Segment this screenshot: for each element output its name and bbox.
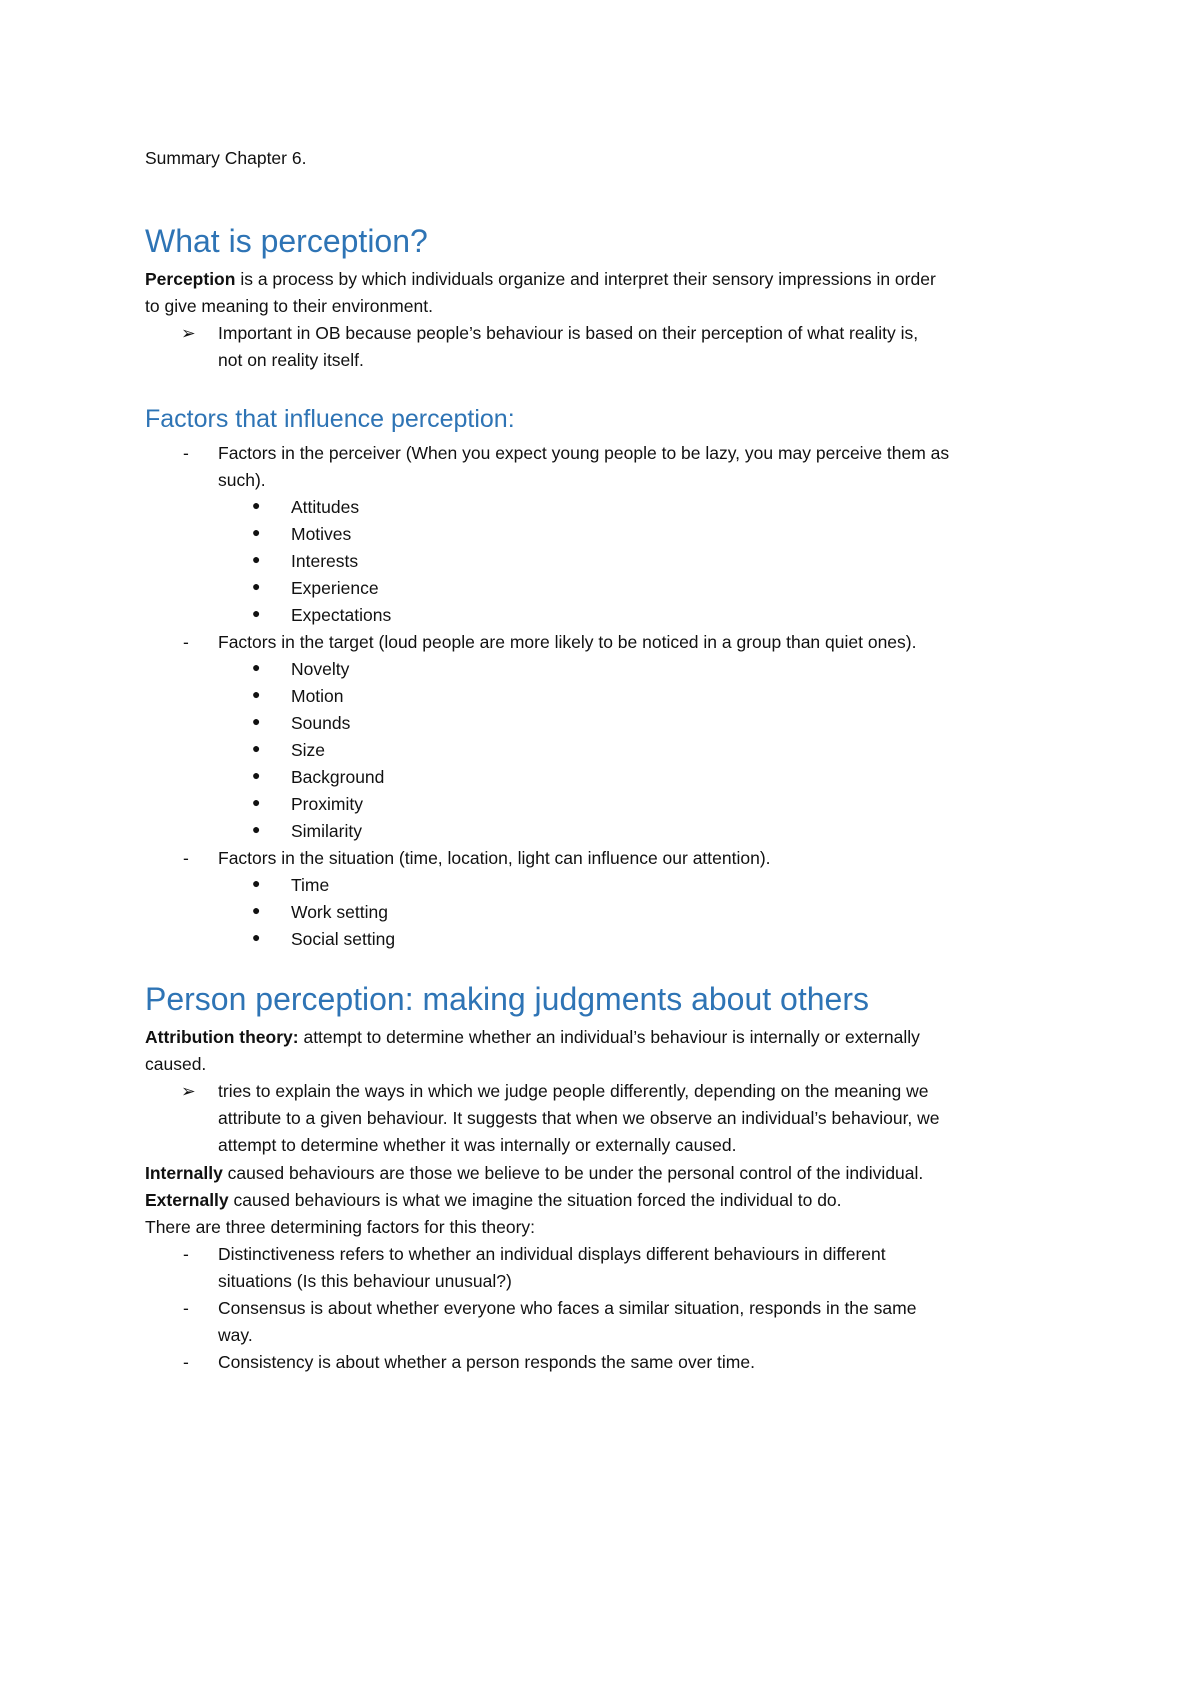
situation-line: Factors in the situation (time, location, light can influence our attention). <box>218 848 771 868</box>
definition-text: is a process by which individuals organize and interpret their sensory impressions in order <box>235 269 936 289</box>
definition-line-1 <box>145 266 936 293</box>
list-item: Attitudes <box>291 497 360 517</box>
arrow-point-line-3: attempt to determine whether it was internally or externally caused. <box>218 1135 737 1155</box>
list-item: Sounds <box>291 713 351 733</box>
arrow-point-line-2: not on reality itself. <box>218 350 364 370</box>
heading-factors: Factors that influence perception: <box>145 405 515 433</box>
list-item: Time <box>291 875 330 895</box>
list-item: Motives <box>291 524 352 544</box>
bullet-icon: ● <box>252 497 261 513</box>
list-item: Expectations <box>291 605 392 625</box>
heading-person-perception: Person perception: making judgments about others <box>145 981 869 1017</box>
list-item: Motion <box>291 686 344 706</box>
internally-text: caused behaviours are those we believe to be under the personal control of the individual. <box>222 1163 924 1183</box>
consistency-line: Consistency is about whether a person responds the same over time. <box>218 1352 755 1372</box>
bullet-icon: ● <box>252 551 261 567</box>
attribution-line-2: caused. <box>145 1054 207 1074</box>
dash-icon: - <box>183 1244 189 1264</box>
arrow-point-line-2: attribute to a given behaviour. It suggests that when we observe an individual’s behaviour, we <box>218 1108 940 1128</box>
bullet-icon: ● <box>252 821 261 837</box>
list-item: Background <box>291 767 385 787</box>
perceiver-line-2: such). <box>218 470 266 490</box>
bullet-icon: ● <box>252 875 261 891</box>
term-internally: Internally <box>145 1163 223 1183</box>
dash-icon: - <box>183 1298 189 1318</box>
list-item: Proximity <box>291 794 363 814</box>
bullet-icon: ● <box>252 578 261 594</box>
distinctiveness-line-2: situations (Is this behaviour unusual?) <box>218 1271 512 1291</box>
arrow-point-line-1: tries to explain the ways in which we judge people differently, depending on the meaning we <box>218 1081 929 1101</box>
list-item: Experience <box>291 578 379 598</box>
list-item: Similarity <box>291 821 362 841</box>
heading-what-is-perception: What is perception? <box>145 223 428 259</box>
bullet-icon: ● <box>252 713 261 729</box>
bullet-icon: ● <box>252 929 261 945</box>
list-item: Novelty <box>291 659 350 679</box>
target-line: Factors in the target (loud people are more likely to be noticed in a group than quiet ones). <box>218 632 917 652</box>
definition-line-2: to give meaning to their environment. <box>145 296 433 316</box>
distinctiveness-line-1: Distinctiveness refers to whether an individual displays different behaviours in different <box>218 1244 886 1264</box>
bullet-icon: ● <box>252 686 261 702</box>
dash-icon: - <box>183 1352 189 1372</box>
bullet-icon: ● <box>252 794 261 810</box>
three-factors-intro: There are three determining factors for this theory: <box>145 1217 536 1237</box>
dash-icon: - <box>183 632 189 652</box>
list-item: Interests <box>291 551 359 571</box>
term-attribution-theory: Attribution theory: <box>145 1027 299 1047</box>
list-item: Size <box>291 740 326 760</box>
bullet-icon: ● <box>252 767 261 783</box>
externally-text: caused behaviours is what we imagine the situation forced the individual to do. <box>228 1190 842 1210</box>
bullet-icon: ● <box>252 902 261 918</box>
consensus-line-1: Consensus is about whether everyone who faces a similar situation, responds in the same <box>218 1298 917 1318</box>
arrow-point-line-1: Important in OB because people’s behaviour is based on their perception of what reality is, <box>218 323 919 343</box>
bullet-icon: ● <box>252 524 261 540</box>
summary-title: Summary Chapter 6. <box>145 148 307 168</box>
dash-icon: - <box>183 848 189 868</box>
bullet-icon: ● <box>252 605 261 621</box>
consensus-line-2: way. <box>218 1325 253 1345</box>
list-item: Work setting <box>291 902 388 922</box>
attribution-line-1 <box>145 1024 920 1051</box>
perceiver-line-1: Factors in the perceiver (When you expect young people to be lazy, you may perceive them as <box>218 443 950 463</box>
arrow-bullet-icon: ➢ <box>181 1081 196 1101</box>
term-perception: Perception <box>145 269 236 289</box>
internally-line <box>145 1160 923 1187</box>
bullet-icon: ● <box>252 659 261 675</box>
externally-line <box>145 1187 842 1214</box>
attribution-text: attempt to determine whether an individual’s behaviour is internally or externally <box>298 1027 920 1047</box>
dash-icon: - <box>183 443 189 463</box>
arrow-bullet-icon: ➢ <box>181 323 196 343</box>
list-item: Social setting <box>291 929 396 949</box>
bullet-icon: ● <box>252 740 261 756</box>
term-externally: Externally <box>145 1190 229 1210</box>
